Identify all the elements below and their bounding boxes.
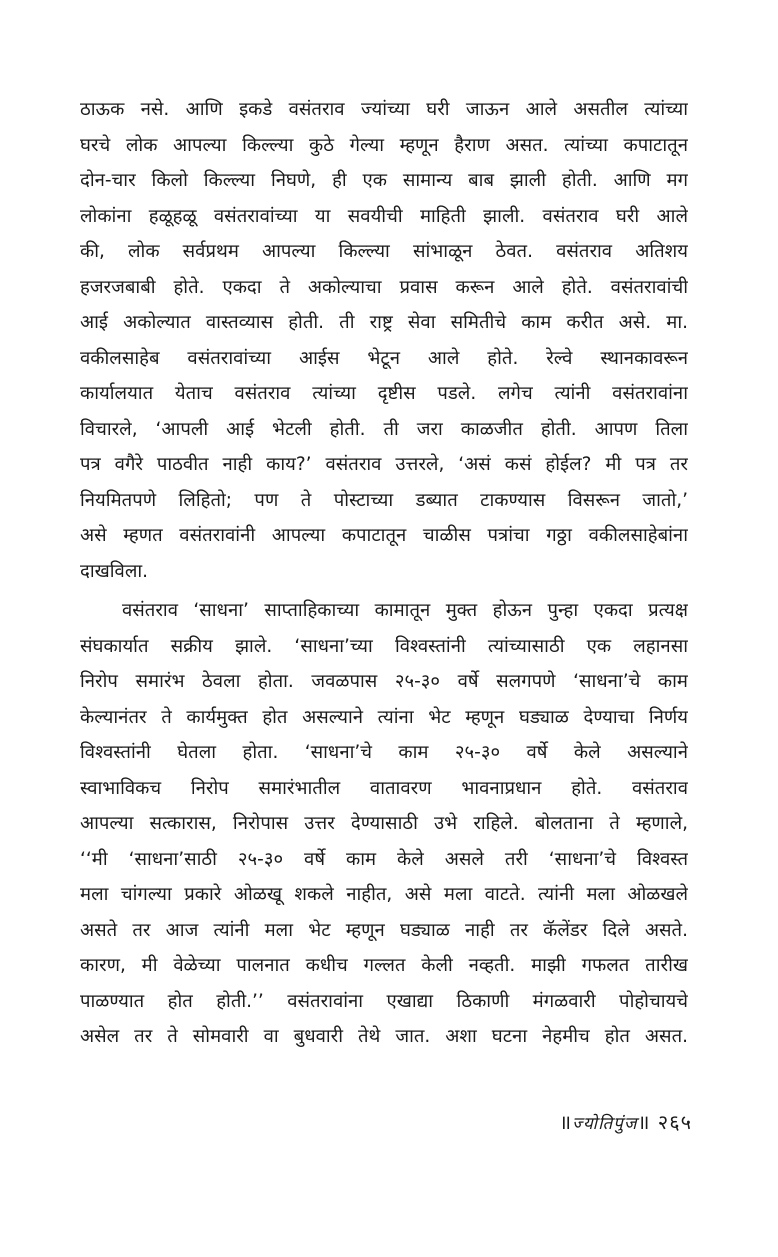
text-line: दोन-चार किलो किल्ल्या निघणे, ही एक सामान्य बाब झाली होती. आणि मग bbox=[80, 170, 688, 191]
text-line: नियमितपणे लिहितो; पण ते पोस्टाच्या डब्यात टाकण्यास विसरून जातो,’ bbox=[80, 489, 688, 511]
text-line: ‘‘मी ‘साधना’साठी २५-३० वर्षे काम केले असले तरी ‘साधना’चे विश्वस्त bbox=[80, 848, 688, 870]
page-number: २६५ bbox=[657, 1110, 692, 1134]
text-line: घरचे लोक आपल्या किल्ल्या कुठे गेल्या म्हणून हैराण असत. त्यांच्या कपाटातून bbox=[80, 134, 688, 156]
text-line: हजरजबाबी होते. एकदा ते अकोल्याचा प्रवास करून आले होते. वसंतरावांची bbox=[80, 276, 688, 298]
text-line: असेल तर ते सोमवारी वा बुधवारी तेथे जात. अशा घटना नेहमीच होत असत. bbox=[80, 1026, 688, 1047]
text-line: निरोप समारंभ ठेवला होता. जवळपास २५-३० वर्षे सलगपणे ‘साधना’चे काम bbox=[80, 671, 688, 692]
text-line: कार्यालयात येताच वसंतराव त्यांच्या दृष्टीस पडले. लगेच त्यांनी वसंतरावांना bbox=[80, 383, 688, 404]
text-line: पत्र वगैरे पाठवीत नाही काय?’ वसंतराव उत्तरले, ‘असं कसं होईल? मी पत्र तर bbox=[80, 454, 688, 475]
text-line: स्वाभाविकच निरोप समारंभातील वातावरण भावनाप्रधान होते. वसंतराव bbox=[80, 777, 688, 799]
text-line: केल्यानंतर ते कार्यमुक्त होत असल्याने त्यांना भेट म्हणून घड्याळ देण्याचा निर्णय bbox=[80, 706, 688, 728]
paragraph-1 bbox=[80, 92, 688, 589]
text-line: ठाऊक नसे. आणि इकडे वसंतराव ज्यांच्या घरी जाऊन आले असतील त्यांच्या bbox=[80, 99, 688, 120]
text-line: पाळण्यात होत होती.’’ वसंतरावांना एखाद्या ठिकाणी मंगळवारी पोहोचायचे bbox=[80, 990, 688, 1012]
footer-left-marks: ॥ bbox=[559, 1110, 573, 1134]
text-line: मला चांगल्या प्रकारे ओळखू शकले नाहीत, असे मला वाटते. त्यांनी मला ओळखले bbox=[80, 884, 688, 905]
text-line: कारण, मी वेळेच्या पालनात कधीच गल्लत केली नव्हती. माझी गफलत तारीख bbox=[80, 955, 688, 976]
text-line: विचारले, ‘आपली आई भेटली होती. ती जरा काळजीत होती. आपण तिला bbox=[80, 418, 688, 440]
text-line: वकीलसाहेब वसंतरावांच्या आईस भेटून आले होते. रेल्वे स्थानकावरून bbox=[80, 347, 688, 369]
text-line: की, लोक सर्वप्रथम आपल्या किल्ल्या सांभाळून ठेवत. वसंतराव अतिशय bbox=[80, 241, 688, 262]
paragraph-2 bbox=[80, 593, 688, 1055]
text-line: आई अकोल्यात वास्तव्यास होती. ती राष्ट्र सेवा समितीचे काम करीत असे. मा. bbox=[80, 312, 688, 333]
text-line: संघकार्यात सक्रीय झाले. ‘साधना’च्या विश्वस्तांनी त्यांच्यासाठी एक लहानसा bbox=[80, 635, 688, 657]
text-line: असे म्हणत वसंतरावांनी आपल्या कपाटातून चाळीस पत्रांचा गठ्ठा वकीलसाहेबांना bbox=[80, 525, 688, 546]
text-line: असते तर आज त्यांनी मला भेट म्हणून घड्याळ नाही तर कॅलेंडर दिले असते. bbox=[80, 919, 688, 941]
page-footer bbox=[559, 1108, 692, 1135]
book-title-logo: ज्योतिपुंज bbox=[572, 1114, 638, 1134]
text-line: लोकांना हळूहळू वसंतरावांच्या या सवयीची माहिती झाली. वसंतराव घरी आले bbox=[80, 205, 688, 227]
text-line: आपल्या सत्कारास, निरोपास उत्तर देण्यासाठी उभे राहिले. बोलताना ते म्हणाले, bbox=[80, 813, 688, 834]
text-line: दाखविला. bbox=[80, 560, 149, 582]
page-body bbox=[80, 92, 688, 1055]
footer-right-marks: ॥ bbox=[637, 1110, 651, 1134]
text-line: विश्वस्तांनी घेतला होता. ‘साधना’चे काम २५-३० वर्षे केले असल्याने bbox=[80, 742, 688, 763]
text-line: वसंतराव ‘साधना’ साप्ताहिकाच्या कामातून मुक्त होऊन पुन्हा एकदा प्रत्यक्ष bbox=[122, 600, 688, 621]
